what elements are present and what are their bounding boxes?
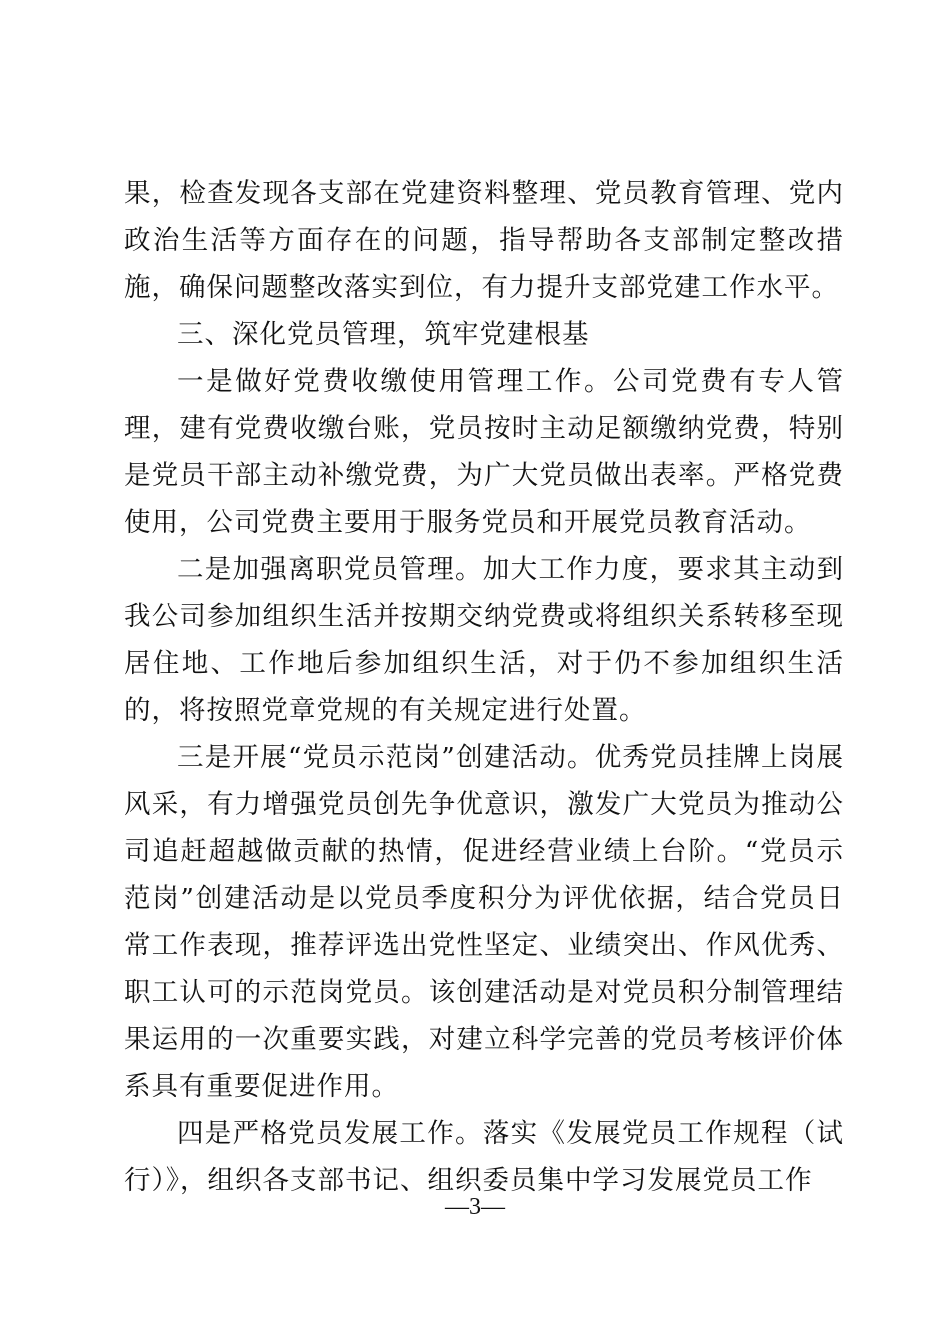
- paragraph-member-development: 四是严格党员发展工作。落实《发展党员工作规程（试行）》，组织各支部书记、组织委员集中学习发展党员工作: [124, 1118, 844, 1196]
- section-heading-3: 三、深化党员管理，筑牢党建根基: [177, 319, 590, 350]
- paragraph-model-post: 三是开展“党员示范岗”创建活动。优秀党员挂牌上岗展风采，有力增强党员创先争优意识，激发广大党员为推动公司追赶超越做贡献的热情，促进经营业绩上台阶。“党员示范岗”创建活动是以党员季度积分为评优依据，结合党员日常工作表现，推荐评选出党性坚定、业绩突出、作风优秀、职工认可的示范岗党员。该创建活动是对党员积分制管理结果运用的一次重要实践，对建立科学完善的党员考核评价体系具有重要促进作用。: [124, 742, 844, 1102]
- paragraph-1: 果，检查发现各支部在党建资料整理、党员教育管理、党内政治生活等方面存在的问题，指导帮助各支部制定整改措施，确保问题整改落实到位，有力提升支部党建工作水平。: [124, 178, 844, 303]
- page-number: —3—: [445, 1194, 505, 1220]
- document-body: [124, 170, 844, 1204]
- paragraph-party-fees: 一是做好党费收缴使用管理工作。公司党费有专人管理，建有党费收缴台账，党员按时主动足额缴纳党费，特别是党员干部主动补缴党费，为广大党员做出表率。严格党费使用，公司党费主要用于服务党员和开展党员教育活动。: [124, 366, 844, 538]
- paragraph-departed-members: 二是加强离职党员管理。加大工作力度，要求其主动到我公司参加组织生活并按期交纳党费或将组织关系转移至现居住地、工作地后参加组织生活，对于仍不参加组织生活的，将按照党章党规的有关规定进行处置。: [124, 554, 844, 726]
